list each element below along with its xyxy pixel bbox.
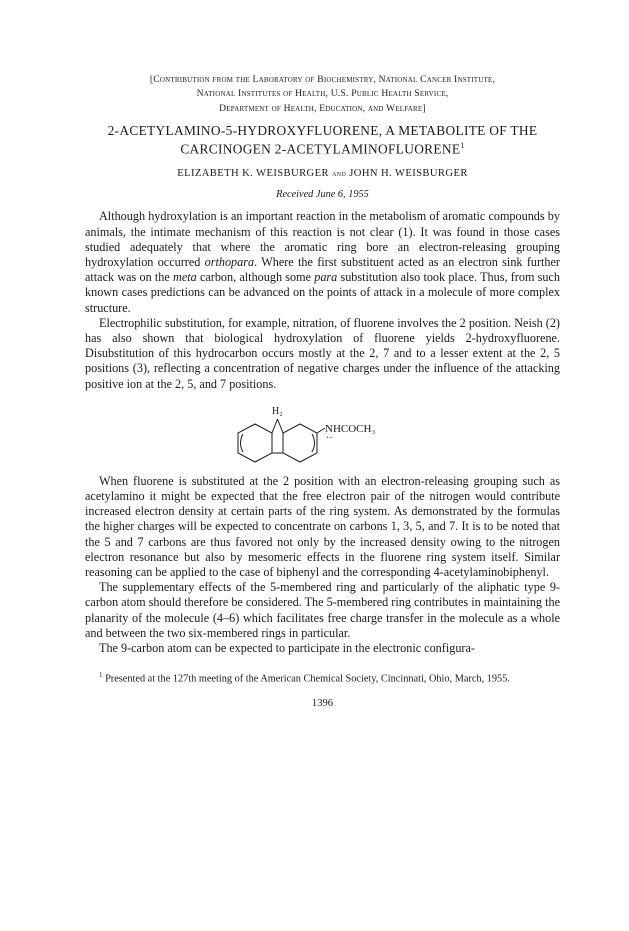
authors-conjunction: and	[331, 168, 347, 179]
paragraph-4: The supplementary effects of the 5-membered ring and particularly of the aliphatic type 9-carbon atom should therefore be considered. The 5-membered ring contributes in maintaining the planarity of the molecule (4–6) which facilitates free charge transfer in the molecule as a whole and between the two six-membered rings in particular.	[85, 580, 560, 640]
substituent-bond	[317, 428, 325, 433]
article-title	[85, 123, 560, 157]
received-date: Received June 6, 1955	[276, 189, 369, 201]
five-ring-bond-right	[278, 419, 284, 433]
contribution-line: [Contribution from the Laboratory of Biochemistry, National Cancer Institute,	[149, 74, 496, 85]
contribution-line: Department of Health, Education, and Welfare]	[219, 102, 426, 114]
journal-page	[85, 0, 560, 709]
title-line: CARCINOGEN 2-ACETYLAMINOFLUORENE$^1$	[180, 141, 465, 157]
footnote-text: Presented at the 127th meeting of the American Chemical Society, Cincinnati, Ohio, March, 1955.	[102, 673, 510, 685]
footnote-mark: 1	[99, 671, 103, 680]
page-number: 1396	[311, 697, 334, 709]
authors	[85, 168, 560, 179]
article-body	[85, 209, 560, 656]
right-benzene-ring	[283, 424, 317, 462]
title-footnote-mark: 1	[460, 141, 465, 151]
left-ring-arc	[241, 434, 244, 452]
left-benzene-ring	[238, 424, 272, 462]
right-ring-arc	[312, 434, 315, 452]
contribution-line: National Institutes of Health, U.S. Public Health Service,	[196, 88, 449, 100]
structural-formula	[85, 392, 560, 474]
contribution-header	[85, 73, 560, 116]
paragraph-1: Although hydroxylation is an important reaction in the metabolism of aromatic compounds by animals, the intimate mechanism of this reaction is not clear (1). It was found in those cases studied adequately that where the aromatic ring bore an electron-releasing grouping hydroxylation occurred orthopara. Where the first substituent acted as an electron sink further attack was on the meta carbon, although some para substitution also took place. Thus, from such known cases predictions can be advanced on the points of attack in a molecule of more complex structure.	[85, 209, 560, 315]
footnote	[85, 668, 560, 687]
author-2: JOHN H. WEISBURGER	[349, 168, 468, 180]
acetylaminofluorene-structure	[85, 392, 560, 474]
five-ring-bond-left	[272, 419, 278, 433]
lone-pair-dots: ··	[326, 432, 333, 444]
paragraph-5: The 9-carbon atom can be expected to participate in the electronic configura-	[99, 641, 475, 656]
title-line: 2-ACETYLAMINO-5-HYDROXYFLUORENE, A METABOLITE OF THE	[107, 122, 538, 138]
paragraph-3: When fluorene is substituted at the 2 position with an electron-releasing grouping such as acetylamino it might be expected that the free electron pair of the nitrogen would contribute increased electron density at certain parts of the ring system. As demonstrated by the formulas the higher charges will be expected to concentrate on carbons 1, 3, 5, and 7. It is to be noted that the 5 and 7 carbons are thus favored not only by the increased density owing to the nitrogen electron resonance but also by mesomeric effects in the fluorene ring system itself. Similar reasoning can be applied to the case of biphenyl and the corresponding 4-acetylaminobiphenyl.	[85, 473, 560, 580]
nhcoch3-label: NHCOCH₃	[325, 422, 376, 435]
h2-label: H₂	[272, 405, 283, 417]
paragraph-2: Electrophilic substitution, for example, nitration, of fluorene involves the 2 position. Neish (2) has also shown that biological hydroxylation of fluorene yields 2-hydroxyfluorene. Disubstitution of this hydrocarbon occurs mostly at the 2, 7 and to a lesser extent at the 2, 5 positions (3), reflecting a concentration of negative charges under the influence of the attacking positive ion at the 2, 5, and 7 positions.	[85, 315, 560, 391]
author-1: ELIZABETH K. WEISBURGER	[177, 168, 329, 180]
